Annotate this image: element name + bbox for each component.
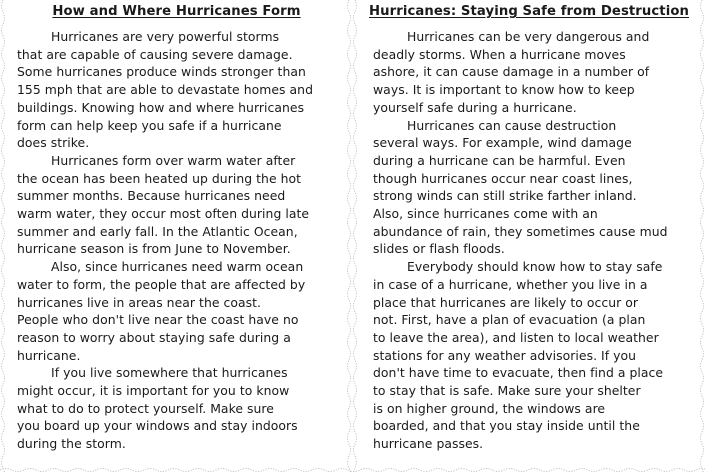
text-line: abundance of rain, they sometimes cause mud (373, 223, 668, 239)
text-line: deadly storms. When a hurricane moves (373, 46, 626, 62)
text-line: 155 mph that are able to devastate homes and (17, 82, 314, 98)
left-article-body (17, 28, 336, 453)
text-line: what to do to protect yourself. Make sure (17, 400, 274, 416)
text-line: to leave the area), and listen to local weather (373, 329, 659, 345)
text-line: boarded, and that you stay inside until the (373, 418, 640, 434)
text-line: Everybody should know how to stay safe (407, 259, 663, 275)
text-line: warm water, they occur most often during late (17, 206, 310, 222)
text-line: People who don't live near the coast have no (17, 312, 299, 328)
text-line: Hurricanes form over warm water after (51, 152, 296, 168)
text-line: in case of a hurricane, whether you live in a (373, 276, 648, 292)
text-line: is on higher ground, the windows are (373, 400, 606, 416)
text-line: Hurricanes are very powerful storms (51, 29, 280, 44)
text-line: Also, since hurricanes come with an (373, 206, 598, 222)
text-line: don't have time to evacuate, then find a place (373, 365, 664, 381)
text-line: though hurricanes occur near coast lines, (373, 170, 633, 186)
right-article-body (373, 28, 695, 453)
text-line: ways. It is important to know how to keep (373, 82, 635, 98)
left-article (0, 0, 349, 473)
text-line: ashore, it can cause damage in a number of (373, 64, 650, 80)
text-line: hurricane. (17, 347, 81, 363)
text-line: during the storm. (17, 436, 126, 452)
text-line: Hurricanes can cause destruction (407, 117, 617, 133)
text-line: does strike. (17, 135, 90, 151)
text-line: stations for any weather advisories. If you (373, 347, 637, 363)
text-line: hurricane passes. (373, 436, 484, 452)
text-line: buildings. Knowing how and where hurricanes (17, 99, 305, 115)
text-line: hurricane season is from June to November. (17, 241, 291, 257)
text-line: form can help keep you safe if a hurricane (17, 117, 282, 133)
right-article-title: Hurricanes: Staying Safe from Destruction (369, 4, 689, 19)
text-line: strong winds can still strike farther inland. (373, 188, 637, 204)
text-line: to stay that is safe. Make sure your shelter (373, 383, 641, 399)
text-line: might occur, it is important for you to know (17, 383, 290, 399)
left-article-title: How and Where Hurricanes Form (52, 4, 301, 19)
text-line: If you live somewhere that hurricanes (51, 365, 288, 381)
text-line: during a hurricane can be harmful. Even (373, 152, 626, 168)
text-line: not. First, have a plan of evacuation (a plan (373, 312, 646, 328)
text-line: the ocean has been heated up during the hot (17, 170, 302, 186)
text-line: several ways. For example, wind damage (373, 135, 632, 151)
text-line: yourself safe during a hurricane. (373, 99, 577, 115)
text-line: slides or flash floods. (373, 241, 505, 257)
text-line: that are capable of causing severe damage. (17, 46, 293, 62)
text-line: hurricanes live in areas near the coast. (17, 294, 262, 310)
right-article (349, 0, 705, 473)
text-line: reason to worry about staying safe during a (17, 329, 291, 345)
text-line: you board up your windows and stay indoors (17, 418, 298, 434)
text-line: Some hurricanes produce winds stronger than (17, 64, 306, 80)
text-line: Hurricanes can be very dangerous and (407, 29, 650, 44)
text-line: place that hurricanes are likely to occur or (373, 294, 639, 310)
text-line: summer months. Because hurricanes need (17, 188, 286, 204)
text-line: water to form, the people that are affected by (17, 276, 306, 292)
text-line: summer and early fall. In the Atlantic Ocean, (17, 223, 298, 239)
text-line: Also, since hurricanes need warm ocean (51, 259, 304, 275)
